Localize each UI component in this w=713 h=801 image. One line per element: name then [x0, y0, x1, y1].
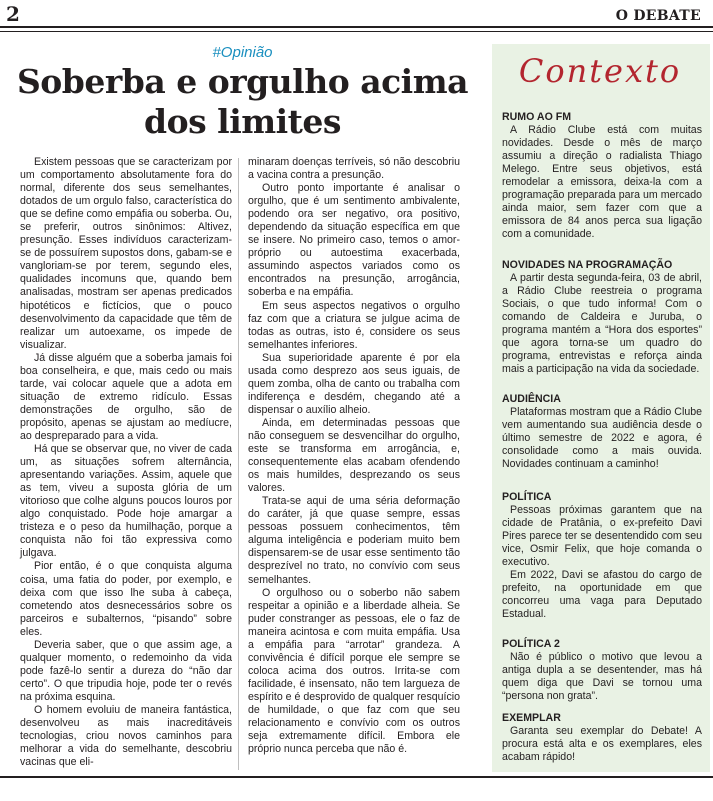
sidebar-title: Contexto [518, 52, 682, 90]
article-headline [0, 62, 485, 142]
header-rule-thin [0, 31, 713, 32]
sidebar-block-novidades [502, 259, 702, 376]
sidebar-paragraph: Pessoas próximas garantem que na cidade de Pratânia, o ex-prefeito Davi Pires parece ter se desentendido com seu vice, Osmir Felix, que hoje comanda o executivo. [502, 504, 702, 568]
sidebar-heading: POLÍTICA 2 [502, 638, 560, 650]
page-number: 2 [6, 2, 20, 26]
sidebar-heading: POLÍTICA [502, 491, 552, 503]
sidebar-block-politica-2 [502, 638, 702, 703]
paragraph: Ainda, em determinadas pessoas que não conseguem se desvencilhar do orgulho, este se transforma em arrogância, e, consequentemente elas acabam ofendendo os mais humildes, desprezando os seus valores. [248, 416, 460, 495]
article-column-1 [20, 156, 232, 769]
article-column-2 [248, 156, 460, 756]
paragraph: Existem pessoas que se caracterizam por um comportamento absolutamente fora do normal, diferente dos seus semelhantes, dotados de um orgulo falso, característica do que se define como empáfia ou soberba. Ou, se preferir, outros sinônimos: Altivez, presunção. Esses indivíduos caracterizam-se de possuírem supostos dons, gabam-se e vangloriam-se por terem, segundo eles, qualidades incomuns que, quando bem analisadas, mostram ser apenas predicados hipotéticos e fictícios, que o pouco desenvolvimento da capacidade que têm de realizar um autoexame, os impede de visualizar. [20, 156, 233, 351]
headline-line-2: dos limites [144, 102, 341, 141]
sidebar-heading: NOVIDADES NA PROGRAMAÇÃO [502, 259, 673, 271]
sidebar-paragraph: A partir desta segunda-feira, 03 de abril, a Rádio Clube reestreia o programa Sociais, o que tudo informa! Com o comando de Caldeira e Juruba, o programa mantém a “Hora dos esportes” que agora torna-se um quadro do programa, entrevistas e reforça ainda mais a participação na vida da sociedade. [502, 272, 702, 375]
header-rule [0, 26, 713, 28]
sidebar-paragraph: Plataformas mostram que a Rádio Clube vem aumentando sua audiência desde o último semestre de 2022 e agora, é consolidade como a mais ouvida. Novidades continuam a caminho! [502, 406, 702, 470]
sidebar-paragraph: Em 2022, Davi se afastou do cargo de prefeito, na oportunidade em que concorreu uma vaga para Deputado Estadual. [502, 569, 702, 620]
footer-rule [0, 776, 713, 778]
sidebar-heading: RUMO AO FM [502, 111, 572, 123]
newspaper-name: O DEBATE [615, 8, 701, 24]
sidebar-block-exemplar [502, 712, 702, 764]
sidebar-heading: AUDIÊNCIA [502, 393, 561, 405]
sidebar-paragraph: Não é público o motivo que levou a antiga dupla a se desentender, mas há quem diga que Davi se tornou uma “persona non grata”. [502, 651, 702, 702]
paragraph-continued: minaram doenças terríveis, só não descobriu a vacina contra a presunção. [248, 156, 460, 182]
sidebar-heading: EXEMPLAR [502, 712, 561, 724]
sidebar-paragraph: Garanta seu exemplar do Debate! A procura está alta e os exemplares, eles acabam rápido! [502, 725, 702, 763]
sidebar-block-audiencia [502, 393, 702, 471]
paragraph: Já disse alguém que a soberba jamais foi boa conselheira, e que, mais cedo ou mais tarde, vai colocar aquele que a adota em situação de extremo ridículo. Essas demonstrações de orgulho, são de propósito, apenas se ajustam ao medíucre, ao despreparado para a vida. [20, 351, 232, 442]
paragraph: O homem evoluiu de maneira fantástica, desenvolveu as mais inacreditáveis tecnologias, criou novos caminhos para melhorar a vida do semelhante, descobriu vacinas que eli- [20, 703, 232, 769]
paragraph: O orgulhoso ou o soberbo não sabem respeitar a opinião e a liberdade alheia. Se puder constranger as pessoas, ele o faz de maneira acintosa e com muita empáfia. Usa a empáfia para “arrotar” grandeza. A convivência é difícil porque ele sempre se coloca acima dos outros. Irrita-se com facilidade, é insensato, não tem largueza de espírito e é desprovido de qualquer resquício de humildade, o que faz com que seu relacionamento e convívio com os outros seja extremamente difícil. Embora ele próprio nunca perceba que não é. [248, 586, 461, 756]
sidebar-block-rumo-ao-fm [502, 111, 702, 241]
headline-line-1: Soberba e orgulho acima [16, 62, 469, 101]
paragraph: Há que se observar que, no viver de cada um, as situações sofrem alternância, apresentando variações. Assim, aquele que as tem, viveu a suposta glória de um vitorioso que colhe alguns poucos louros por algo conquistado. Pode hoje amargar a tristeza e o peso da humilhação, porque a conquista não foi tão expressiva como julgava. [20, 443, 232, 560]
column-divider [238, 158, 239, 770]
paragraph: Outro ponto importante é analisar o orgulho, que é um sentimento ambivalente, podendo ora ser negativo, ora positivo, dependendo da situação específica em que se insere. No primeiro caso, temos o amor-próprio ou autoestima exacerbada, assumindo aspectos variados como os encontrados na presunção, arrogância, soberba e na empáfia. [248, 182, 460, 299]
paragraph: Sua superioridade aparente é por ela usada como desprezo aos seus iguais, de quem zomba, olha de canto ou trabalha com indiferença e desdém, chegando até a dispensar o auxílio alheio. [248, 351, 460, 416]
section-tag: #Opinião [212, 44, 273, 61]
paragraph: Trata-se aqui de uma séria deformação do caráter, já que quase sempre, essas pessoas possuem conhecimentos, têm alguma inteligência e poderiam muito bem dispensarem-se de usar esse sentimento tão desprezível no trato, no convívio com seus semelhantes. [248, 495, 460, 586]
paragraph: Pior então, é o que conquista alguma coisa, uma fatia do poder, por exemplo, e deixa com que isso lhe suba à cabeça, cometendo atos desnecessários sobre os parceiros e subalternos, “pisando” sobre eles. [20, 560, 232, 638]
sidebar-block-politica [502, 491, 702, 621]
paragraph: Em seus aspectos negativos o orgulho faz com que a criatura se julgue acima de todas as outras, isto é, considere os seus semelhantes inferiores. [248, 299, 460, 351]
sidebar-paragraph: A Rádio Clube está com muitas novidades. Desde o mês de março assumiu a direção o radialista Thiago Melego. Entre seus objetivos, está remodelar a emissora, deixa-la com a programação preparada para um mercado ainda maior, sem fazer com que a emissora de 84 anos perca sua ligação com a comunidade. [502, 124, 702, 240]
paragraph: Deveria saber, que o que assim age, a qualquer momento, o redemoinho da vida pode fazê-lo sentir a dureza do “não dar certo”. O que tripudia hoje, pode ter o revés na próxima esquina. [20, 638, 232, 703]
